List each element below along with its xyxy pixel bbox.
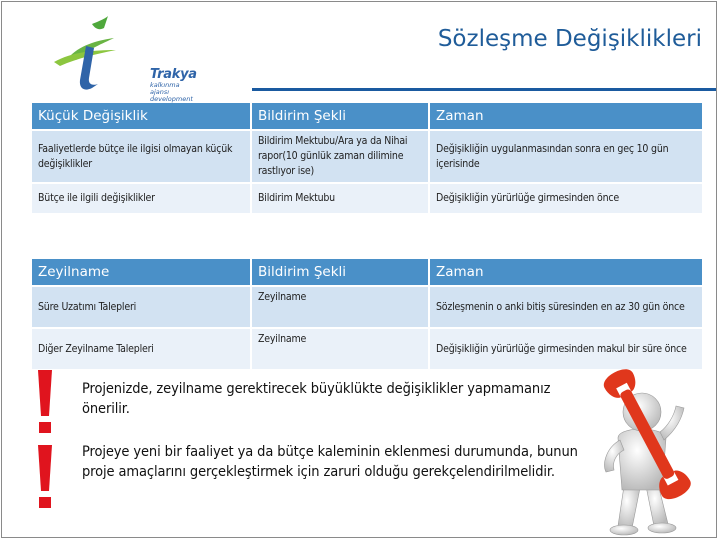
table-cell: Sözleşmenin o anki bitiş süresinden en az 30 gün önce — [429, 286, 702, 328]
table-header-row — [32, 259, 702, 286]
table-row — [32, 130, 702, 183]
exclamation-icon — [34, 370, 56, 436]
logo-tagline-1: kalkınma ajansı — [150, 81, 180, 96]
table-cell: Zeyilname — [251, 328, 429, 369]
title-divider — [252, 88, 716, 91]
note-text: Projenizde, zeyilname gerektirecek büyüklükte değişiklikler yapmamanız önerilir. — [82, 381, 551, 417]
table-cell: Değişikliğin uygulanmasından sonra en geç 10 gün içerisinde — [429, 130, 702, 183]
table-header-row — [32, 103, 702, 130]
small-changes-table — [32, 103, 702, 213]
logo-tagline-2: development — [150, 95, 193, 103]
table-row — [32, 286, 702, 328]
logo-name: Trakya — [150, 67, 197, 82]
column-header: Zaman — [429, 259, 702, 286]
column-header: Bildirim Şekli — [251, 259, 429, 286]
table-row — [32, 183, 702, 213]
table-row — [32, 328, 702, 369]
table-cell: Zeyilname — [251, 286, 429, 328]
page-title: Sözleşme Değişiklikleri — [437, 26, 702, 52]
slide — [1, 1, 717, 538]
table-cell: Diğer Zeyilname Talepleri — [32, 328, 251, 369]
column-header: Zeyilname — [32, 259, 251, 286]
note-text: Projeye yeni bir faaliyet ya da bütçe kaleminin eklenmesi durumunda, bunun proje amaçlarını gerçekleştirmek için zaruri olduğu gerekçelendirilmelidir. — [82, 444, 578, 480]
exclamation-icon — [34, 445, 56, 511]
trakya-logo — [46, 16, 197, 103]
table-cell: Değişikliğin yürürlüğe girmesinden makul bir süre önce — [429, 328, 702, 369]
table-cell: Bütçe ile ilgili değişiklikler — [32, 183, 251, 213]
table-cell: Değişikliğin yürürlüğe girmesinden önce — [429, 183, 702, 213]
amendment-table — [32, 259, 702, 369]
column-header: Zaman — [429, 103, 702, 130]
table-cell: Faaliyetlerde bütçe ile ilgisi olmayan küçük değişiklikler — [32, 130, 251, 183]
table-cell: Bildirim Mektubu/Ara ya da Nihai rapor(10 günlük zaman dilimine rastlıyor ise) — [251, 130, 429, 183]
column-header: Bildirim Şekli — [251, 103, 429, 130]
table-cell: Süre Uzatımı Talepleri — [32, 286, 251, 328]
column-header: Küçük Değişiklik — [32, 103, 251, 130]
table-cell: Bildirim Mektubu — [251, 183, 429, 213]
figure-with-wrench-icon — [584, 368, 714, 538]
